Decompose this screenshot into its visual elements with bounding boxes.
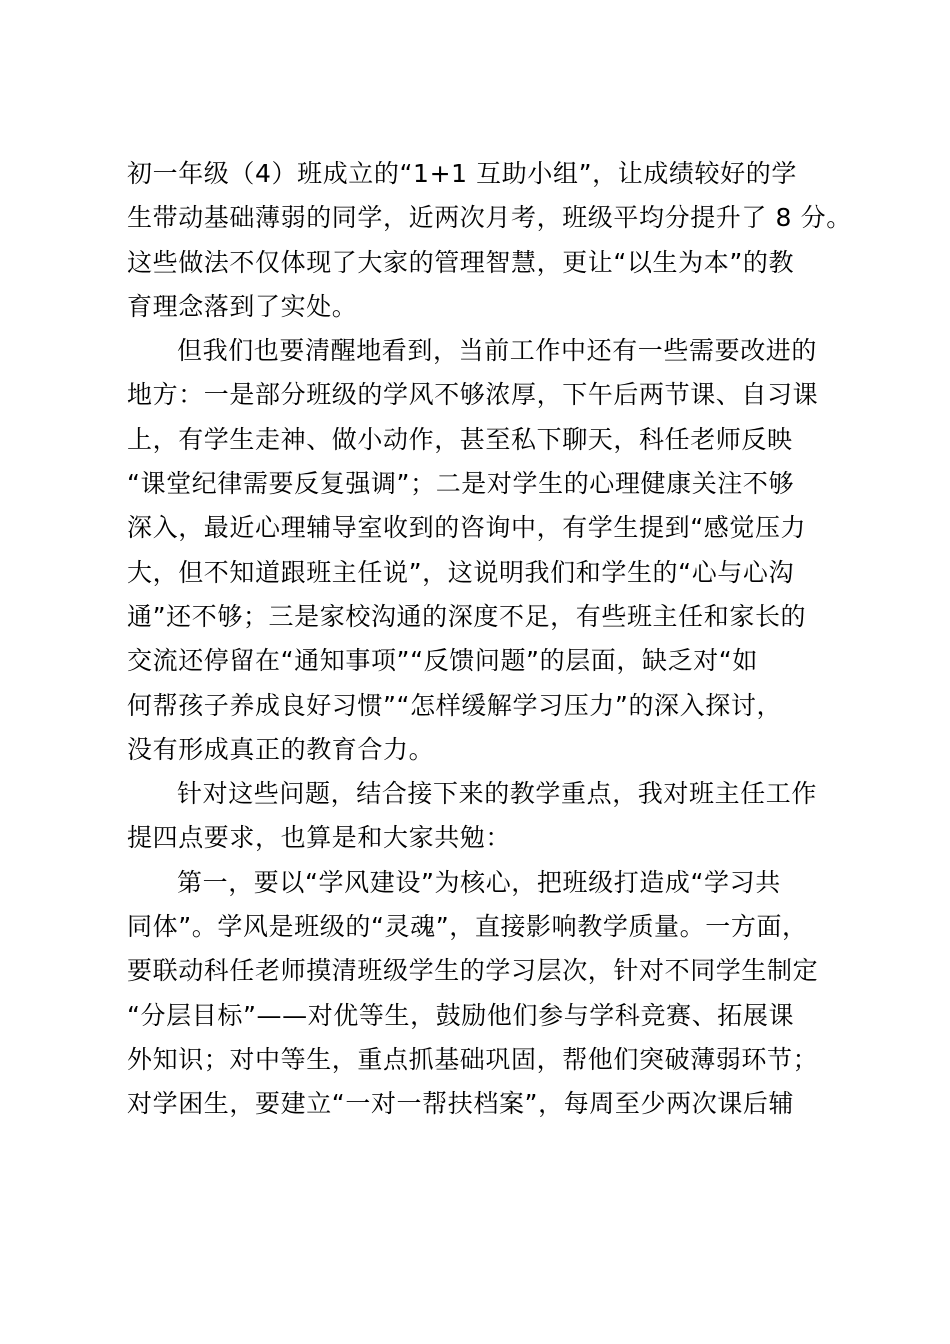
text-line: “分层目标”——对优等生，鼓励他们参与学科竞赛、拓展课: [127, 1000, 795, 1030]
text-line: 提四点要求，也算是和大家共勉：: [127, 823, 512, 853]
text-line: “课堂纪律需要反复强调”；二是对学生的心理健康关注不够: [127, 469, 795, 499]
text-line: 生带动基础薄弱的同学，近两次月考，班级平均分提升了 8 分。: [127, 203, 852, 233]
paragraph-start-line: 针对这些问题，结合接下来的教学重点，我对班主任工作: [177, 779, 818, 809]
text-line: 深入，最近心理辅导室收到的咨询中，有学生提到“感觉压力: [127, 513, 807, 543]
text-line: 对学困生，要建立“一对一帮扶档案”，每周至少两次课后辅: [127, 1089, 795, 1119]
text-line: 何帮孩子养成良好习惯”“怎样缓解学习压力”的深入探讨，: [127, 690, 783, 720]
text-line: 要联动科任老师摸清班级学生的学习层次，针对不同学生制定: [127, 956, 819, 986]
text-line: 初一年级（4）班成立的“1+1 互助小组”，让成绩较好的学: [127, 159, 797, 188]
text-line: 通”还不够；三是家校沟通的深度不足，有些班主任和家长的: [127, 601, 807, 631]
text-line: 地方：一是部分班级的学风不够浓厚，下午后两节课、自习课: [127, 380, 819, 410]
text-line: 交流还停留在“通知事项”“反馈问题”的层面，缺乏对“如: [127, 646, 758, 676]
body-text: [127, 152, 852, 1127]
text-line: 上，有学生走神、做小动作，甚至私下聊天，科任老师反映: [127, 424, 793, 454]
text-line: 这些做法不仅体现了大家的管理智慧，更让“以生为本”的教: [127, 247, 795, 277]
paragraph-start-line: 但我们也要清醒地看到，当前工作中还有一些需要改进的: [177, 336, 818, 366]
text-line: 大，但不知道跟班主任说”，这说明我们和学生的“心与心沟: [127, 557, 795, 587]
text-line: 同体”。学风是班级的“灵魂”，直接影响教学质量。一方面，: [127, 912, 808, 942]
text-line: 没有形成真正的教育合力。: [127, 734, 435, 764]
text-line: 外知识；对中等生，重点抓基础巩固，帮他们突破薄弱环节；: [127, 1044, 819, 1074]
paragraph-start-line: 第一，要以“学风建设”为核心，把班级打造成“学习共: [177, 867, 781, 897]
text-line: 育理念落到了实处。: [127, 291, 358, 321]
